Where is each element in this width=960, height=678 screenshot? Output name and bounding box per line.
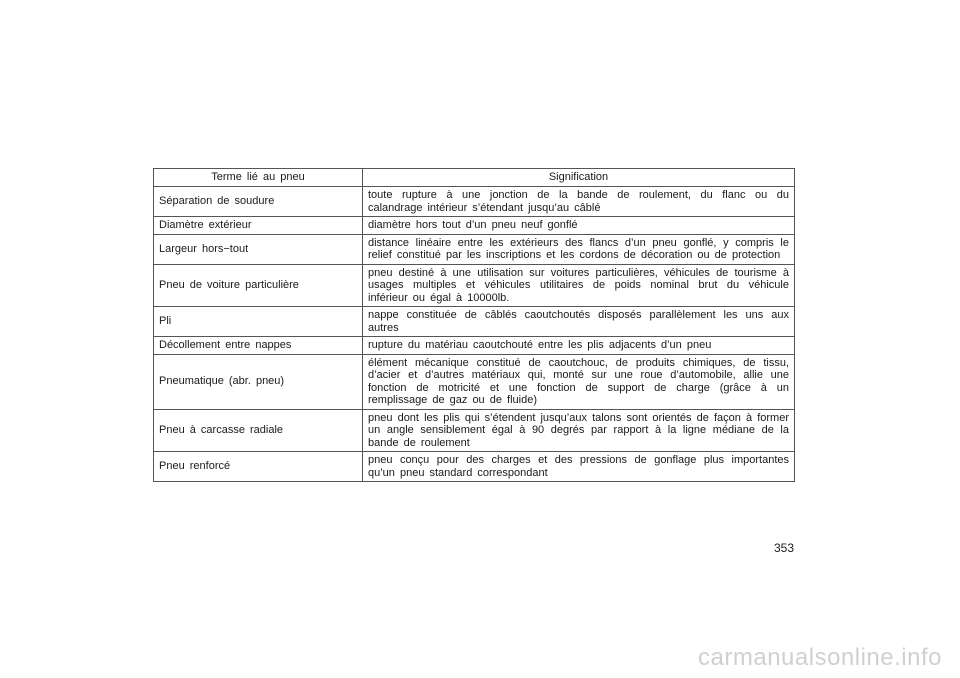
row-term: Décollement entre nappes [154,337,363,355]
row-term: Diamètre extérieur [154,217,363,235]
header-definition: Signification [363,169,795,187]
page-number: 353 [773,541,794,555]
row-term: Pneu à carcasse radiale [154,409,363,452]
row-definition: diamètre hors tout d’un pneu neuf gonflé [363,217,795,235]
row-term: Pneu renforcé [154,452,363,482]
row-definition: pneu destiné à une utilisation sur voitures particulières, véhicules de tourisme à usages multiples et véhicules utilitaires de poids nominal brut du véhicule inférieur ou égal à 10000lb. [363,264,795,307]
table-row [154,409,795,452]
table-row [154,354,795,409]
row-term: Pneu de voiture particulière [154,264,363,307]
row-term: Largeur hors−tout [154,234,363,264]
row-term: Séparation de soudure [154,187,363,217]
row-definition: distance linéaire entre les extérieurs des flancs d’un pneu gonflé, y compris le relief constitué par les inscriptions et les cordons de décoration ou de protection [363,234,795,264]
table-row [154,307,795,337]
row-definition: rupture du matériau caoutchouté entre les plis adjacents d’un pneu [363,337,795,355]
row-definition: pneu dont les plis qui s’étendent jusqu’aux talons sont orientés de façon à former un angle sensiblement égal à 90 degrés par rapport à la ligne médiane de la bande de roulement [363,409,795,452]
table-row [154,337,795,355]
row-definition: nappe constituée de câblés caoutchoutés disposés parallèlement les uns aux autres [363,307,795,337]
watermark: carmanualsonline.info [698,644,942,671]
row-term: Pli [154,307,363,337]
row-definition: élément mécanique constitué de caoutchouc, de produits chimiques, de tissu, d’acier et d’autres matériaux qui, monté sur une roue d’automobile, allie une fonction de motricité et une fonction de support de charge (grâce à un remplissage de gaz ou de fluide) [363,354,795,409]
table-header-row [154,169,795,187]
row-definition: pneu conçu pour des charges et des pressions de gonflage plus importantes qu’un pneu standard correspondant [363,452,795,482]
table-row [154,264,795,307]
table-row [154,452,795,482]
table-row [154,234,795,264]
header-term: Terme lié au pneu [154,169,363,187]
row-term: Pneumatique (abr. pneu) [154,354,363,409]
table-row [154,187,795,217]
row-definition: toute rupture à une jonction de la bande de roulement, du flanc ou du calandrage intérieur s’étendant jusqu’au câblé [363,187,795,217]
table-row [154,217,795,235]
tire-terms-table [153,168,795,482]
